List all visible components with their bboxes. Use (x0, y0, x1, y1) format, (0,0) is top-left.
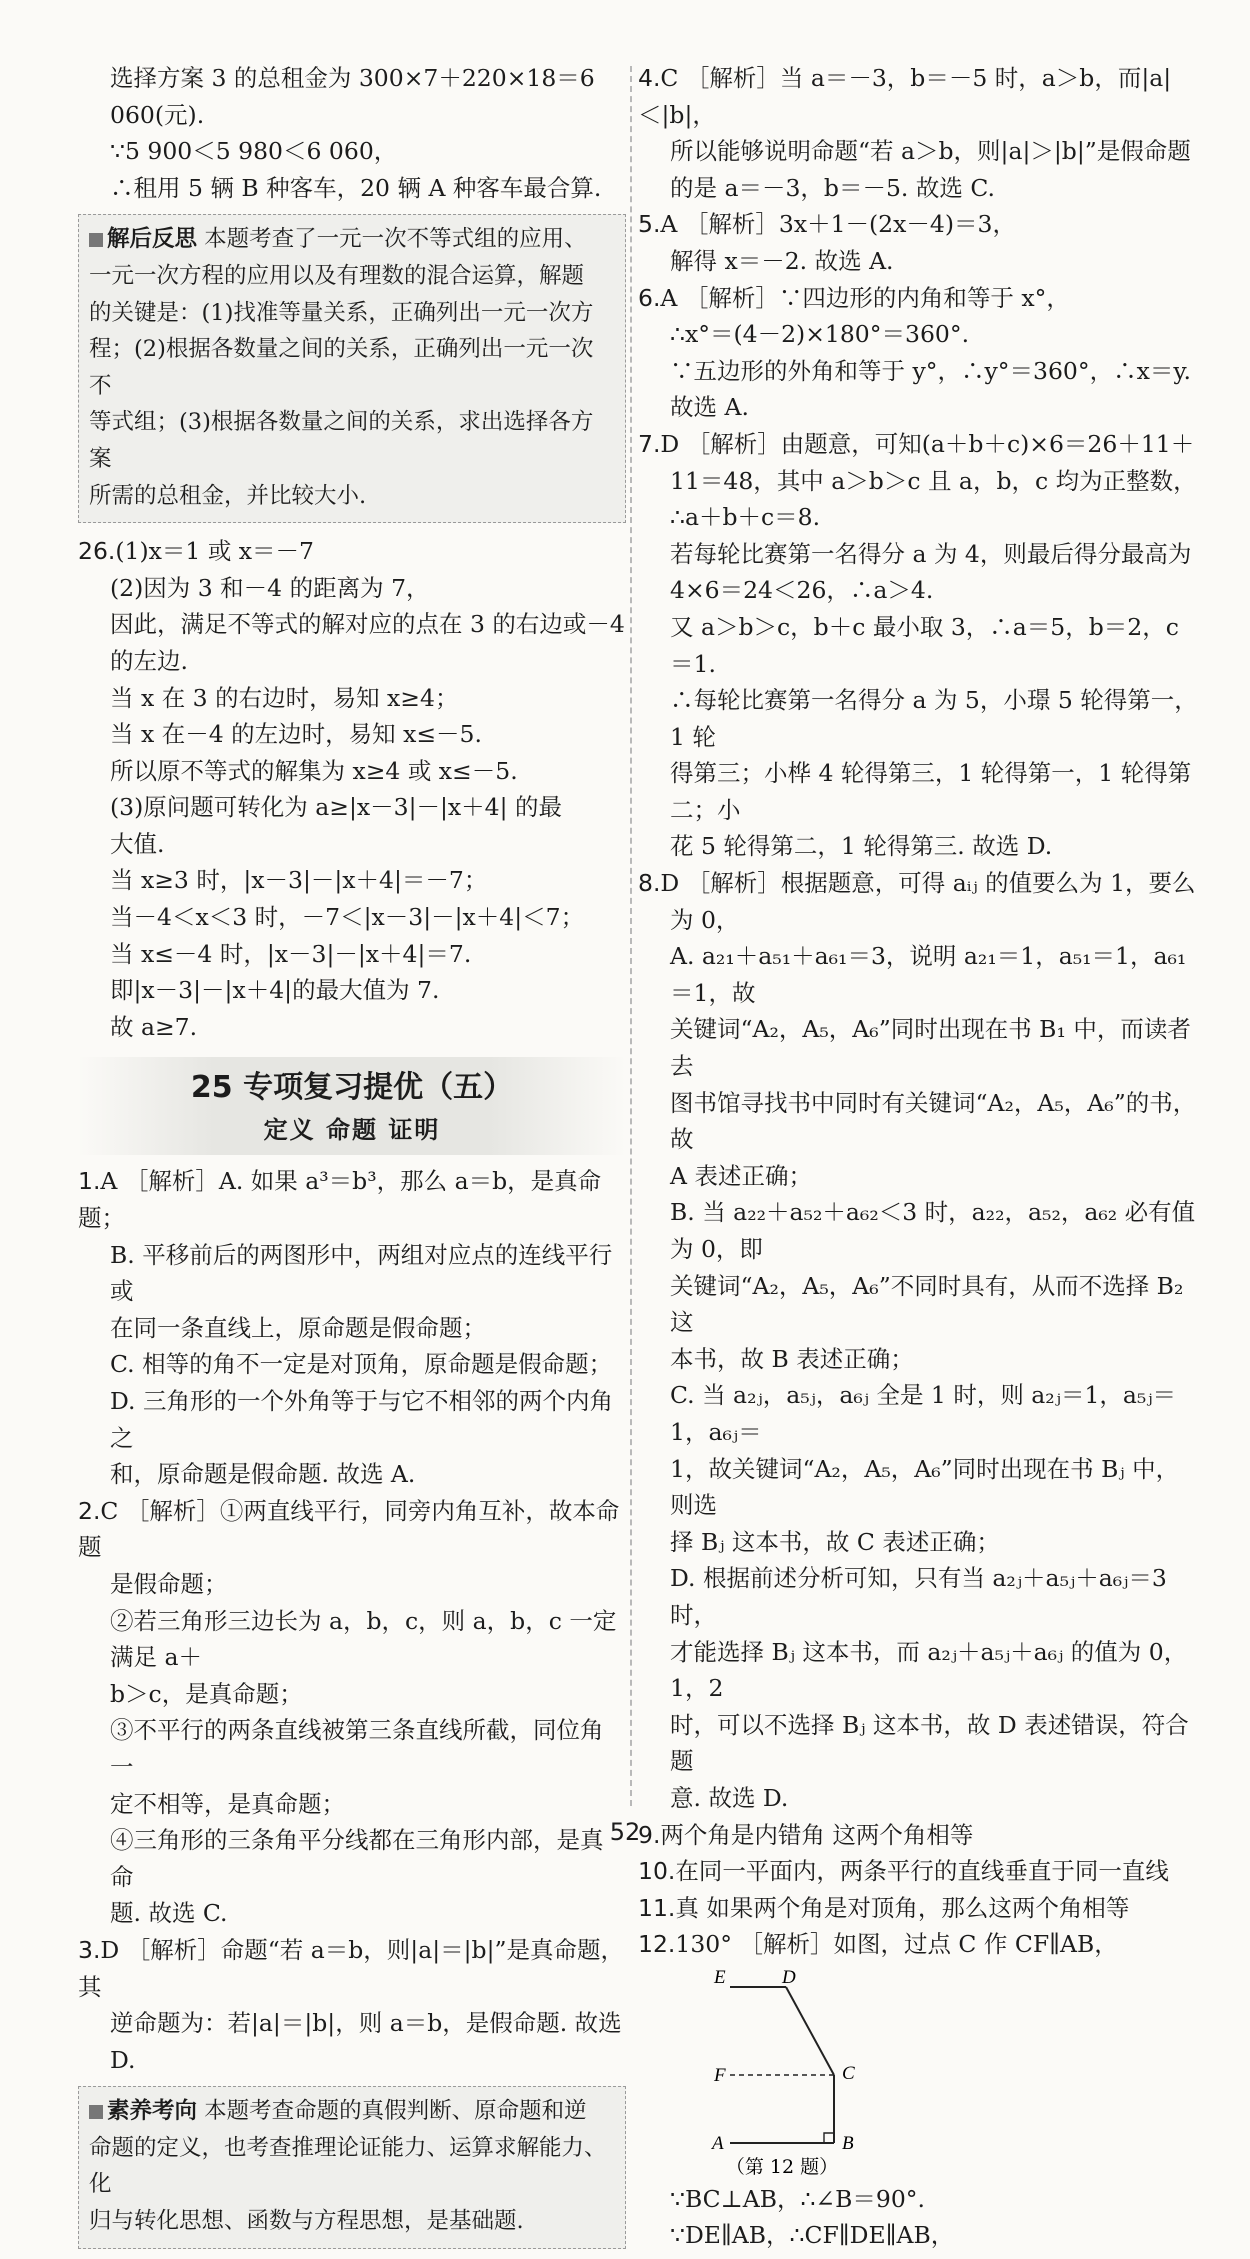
question-first-line (638, 60, 1198, 133)
q25-tail (78, 60, 626, 206)
question-number: 1. (78, 1167, 101, 1196)
text-line: 时，可以不选择 Bⱼ 这本书，故 D 表述错误，符合题 (670, 1710, 1189, 1776)
text-line: 题. 故选 C. (110, 1899, 228, 1928)
question-number: 8. (638, 869, 661, 898)
text-line: 当 x 在 3 的右边时，易知 x≥4； (110, 683, 459, 712)
text-line: 当 x≤－4 时，|x－3|－|x＋4|＝7. (110, 939, 472, 968)
note-icon (89, 233, 103, 247)
question-number: 12. (638, 1930, 676, 1959)
question-number: 3. (78, 1935, 101, 1964)
question-first-line (638, 1926, 1198, 1963)
literacy-box (78, 2086, 626, 2248)
question-number: 7. (638, 429, 661, 458)
question-number: 6. (638, 283, 661, 312)
text-line: ②若三角形三边长为 a，b，c，则 a，b，c 一定满足 a＋ (110, 1606, 617, 1672)
text-line: 解得 x＝－2. 故选 A. (670, 246, 894, 275)
text: A ［解析］∵四边形的内角和等于 x°， (660, 283, 1070, 312)
text: 两个角是内错角 这两个角相等 (660, 1820, 974, 1849)
text: D ［解析］根据题意，可得 aᵢⱼ 的值要么为 1，要么 (660, 869, 1196, 898)
box-line: 所需的总租金，并比较大小. (89, 482, 367, 509)
text-line: C. 相等的角不一定是对顶角，原命题是假命题； (110, 1350, 613, 1379)
text: D ［解析］命题“若 a＝b，则|a|＝|b|”是真命题，其 (78, 1935, 625, 2001)
text: (1)x＝1 或 x＝－7 (115, 537, 315, 566)
text-line: 定不相等，是真命题； (110, 1789, 345, 1818)
question-5 (638, 206, 1198, 279)
text: A ［解析］A. 如果 a³＝b³，那么 a＝b，是真命题； (78, 1167, 602, 1233)
text-line: ④三角形的三条角平分线都在三角形内部，是真命 (110, 1826, 604, 1891)
text-line: 择 Bⱼ 这本书，故 C 表述正确； (670, 1527, 1000, 1556)
text-line: 的左边. (110, 646, 188, 675)
text-line: 当 x 在－4 的左边时，易知 x≤－5. (110, 720, 482, 749)
text-line: B. 平移前后的两图形中，两组对应点的连线平行或 (110, 1240, 613, 1306)
text-line: 当－4＜x＜3 时，－7＜|x－3|－|x＋4|＜7； (110, 903, 585, 932)
figure-svg (638, 1963, 1198, 2181)
text: 在同一平面内，两条平行的直线垂直于同一直线 (675, 1857, 1169, 1886)
text-line: 关键词“A₂，A₅，A₆”不同时具有，从而不选择 B₂ 这 (670, 1271, 1184, 1337)
note-icon (89, 2105, 103, 2119)
question-first-line (78, 1932, 626, 2005)
box-title: 解后反思 (107, 226, 198, 253)
text-line: 得第三；小桦 4 轮得第三，1 轮得第一，1 轮得第二；小 (670, 759, 1192, 824)
text-line: B. 当 a₂₂＋a₅₂＋a₆₂＜3 时，a₂₂，a₅₂，a₆₂ 必有值为 0，即 (670, 1198, 1196, 1263)
text-line: 故 a≥7. (110, 1012, 198, 1041)
question-12 (638, 1926, 1198, 2254)
text-line: 的是 a＝－3，b＝－5. 故选 C. (670, 173, 995, 202)
text-line: ∵五边形的外角和等于 y°，∴y°＝360°，∴x＝y. (670, 356, 1192, 385)
box-line (89, 2093, 615, 2130)
text-line: 即|x－3|－|x＋4|的最大值为 7. (110, 976, 440, 1005)
text-line: ③不平行的两条直线被第三条直线所截，同位角一 (110, 1716, 604, 1781)
question-number: 9. (638, 1820, 661, 1849)
text-line: 所以能够说明命题“若 a＞b，则|a|＞|b|”是假命题 (670, 137, 1191, 166)
text-line: ∴租用 5 辆 B 种客车，20 辆 A 种客车最合算. (110, 173, 602, 202)
text-line: b＞c，是真命题； (110, 1679, 303, 1708)
box-line: 命题的定义，也考查推理论证能力、运算求解能力、化 (89, 2134, 607, 2198)
right-column (638, 60, 1198, 2254)
text-line: 意. 故选 D. (670, 1783, 789, 1812)
text-line: 4×6＝24＜26，∴a＞4. (670, 576, 934, 605)
label-F: F (714, 2064, 726, 2086)
text-line: A. a₂₁＋a₅₁＋a₆₁＝3，说明 a₂₁＝1，a₅₁＝1，a₆₁＝1，故 (670, 942, 1187, 1007)
text-line: 11＝48，其中 a＞b＞c 且 a，b，c 均为正整数， (670, 466, 1197, 495)
reflection-box (78, 214, 626, 523)
box-line: 一元一次方程的应用以及有理数的混合运算，解题 (89, 262, 585, 289)
text-line: 是假命题； (110, 1569, 228, 1598)
label-B: B (842, 2132, 854, 2154)
figure-caption: （第 12 题） (725, 2155, 839, 2178)
text-line: 故选 A. (670, 393, 749, 422)
text: A ［解析］3x＋1－(2x－4)＝3， (660, 210, 1016, 239)
page-number: 52 (609, 1818, 641, 1846)
box-line (89, 221, 615, 258)
question-first-line (78, 533, 626, 570)
question-first-line (78, 1163, 626, 1236)
text: C ［解析］当 a＝－3，b＝－5 时，a＞b，而|a|＜|b|， (638, 64, 1172, 129)
text: 130° ［解析］如图，过点 C 作 CF∥AB， (675, 1930, 1118, 1959)
box-line: 的关键是：(1)找准等量关系，正确列出一元一次方 (89, 299, 594, 326)
text-line: 因此，满足不等式的解对应的点在 3 的右边或－4 (110, 610, 625, 639)
question-first-line (638, 865, 1198, 902)
text-line: (3)原问题可转化为 a≥|x－3|－|x＋4| 的最 (110, 793, 563, 822)
text: D ［解析］由题意，可知(a＋b＋c)×6＝26＋11＋ (660, 429, 1195, 458)
question-first-line (78, 1493, 626, 1566)
section-subtitle: 定义 命题 证明 (263, 1116, 441, 1145)
question-number: 11. (638, 1893, 676, 1922)
question-first-line (638, 280, 1198, 317)
text-line: ∵BC⊥AB，∴∠B＝90°. (670, 2184, 926, 2213)
text-line: 才能选择 Bⱼ 这本书，而 a₂ⱼ＋a₅ⱼ＋a₆ⱼ 的值为 0，1，2 (670, 1637, 1188, 1703)
text-line: 花 5 轮得第二，1 轮得第三. 故选 D. (670, 832, 1053, 861)
question-11 (638, 1890, 1198, 1927)
question-2 (78, 1493, 626, 1932)
label-D: D (782, 1966, 796, 1988)
text-line: ∴x°＝(4－2)×180°＝360°. (670, 320, 970, 349)
text-line: 和，原命题是假命题. 故选 A. (110, 1460, 416, 1489)
text-line: ∴a＋b＋c＝8. (670, 503, 821, 532)
question-first-line (638, 206, 1198, 243)
text: 真 如果两个角是对顶角，那么这两个角相等 (675, 1893, 1130, 1922)
label-A: A (712, 2132, 724, 2154)
box-text: 本题考查命题的真假判断、原命题和逆 (204, 2098, 587, 2125)
question-number: 5. (638, 210, 661, 239)
section-header (78, 1057, 626, 1155)
question-8 (638, 865, 1198, 1816)
text-line: 逆命题为：若|a|＝|b|，则 a＝b，是假命题. 故选 D. (110, 2009, 622, 2074)
box-line: 等式组；(3)根据各数量之间的关系，求出选择各方案 (89, 409, 594, 472)
box-line: 归与转化思想、函数与方程思想，是基础题. (89, 2208, 524, 2235)
section-title: 25 专项复习提优（五） (190, 1070, 514, 1106)
text-line: ∴每轮比赛第一名得分 a 为 5，小璟 5 轮得第一，1 轮 (670, 686, 1198, 751)
label-E: E (714, 1966, 726, 1988)
question-26 (78, 533, 626, 1045)
right-angle-mark (824, 2133, 834, 2143)
box-title: 素养考向 (107, 2098, 198, 2125)
text-line: D. 三角形的一个外角等于与它不相邻的两个内角之 (110, 1387, 613, 1452)
question-number: 10. (638, 1857, 676, 1886)
question-3 (78, 1932, 626, 2078)
left-column (78, 60, 626, 2259)
text-line: 大值. (110, 829, 165, 858)
box-line: 程；(2)根据各数量之间的关系，正确列出一元一次不 (89, 336, 594, 399)
text-line: 关键词“A₂，A₅，A₆”同时出现在书 B₁ 中，而读者去 (670, 1015, 1191, 1081)
text-line: A 表述正确； (670, 1161, 812, 1190)
question-number: 4. (638, 64, 661, 92)
text-line: 若每轮比赛第一名得分 a 为 4，则最后得分最高为 (670, 539, 1192, 568)
text-line: 当 x≥3 时，|x－3|－|x＋4|＝－7； (110, 866, 488, 895)
text-line: 选择方案 3 的总租金为 300×7＋220×18＝6 060(元). (110, 64, 595, 129)
question-10 (638, 1853, 1198, 1890)
segment-DC (786, 1987, 834, 2075)
question-number: 26. (78, 537, 116, 566)
text-line: 1，故关键词“A₂，A₅，A₆”同时出现在书 Bⱼ 中，则选 (670, 1454, 1180, 1520)
question-number: 2. (78, 1496, 101, 1525)
label-C: C (842, 2062, 855, 2084)
text-line: 本书，故 B 表述正确； (670, 1344, 914, 1373)
text-line: 在同一条直线上，原命题是假命题； (110, 1313, 486, 1342)
text-line: ∵5 900＜5 980＜6 060， (110, 137, 398, 166)
text: C ［解析］①两直线平行，同旁内角互补，故本命题 (78, 1496, 620, 1562)
box-text: 本题考查了一元一次不等式组的应用、 (204, 226, 587, 253)
question-first-line (638, 426, 1198, 463)
text-line: 所以原不等式的解集为 x≥4 或 x≤－5. (110, 756, 518, 785)
text-line: 又 a＞b＞c，b＋c 最小取 3，∴a＝5，b＝2，c＝1. (670, 612, 1179, 678)
question-4 (638, 60, 1198, 206)
text-line: C. 当 a₂ⱼ，a₅ⱼ，a₆ⱼ 全是 1 时，则 a₂ⱼ＝1，a₅ⱼ＝1，a₆ⱼ＝ (670, 1381, 1177, 1446)
text-line: ∵DE∥AB，∴CF∥DE∥AB， (670, 2221, 955, 2250)
question-7 (638, 426, 1198, 865)
text-line: 图书馆寻找书中同时有关键词“A₂，A₅，A₆”的书，故 (670, 1088, 1197, 1154)
question-1 (78, 1163, 626, 1492)
question-6 (638, 280, 1198, 426)
column-divider (630, 66, 632, 1806)
geometry-figure (638, 1963, 1198, 2181)
text-line: (2)因为 3 和－4 的距离为 7， (110, 573, 430, 602)
text-line: D. 根据前述分析可知，只有当 a₂ⱼ＋a₅ⱼ＋a₆ⱼ＝3 时， (670, 1564, 1167, 1629)
text-line: 为 0， (670, 905, 740, 934)
